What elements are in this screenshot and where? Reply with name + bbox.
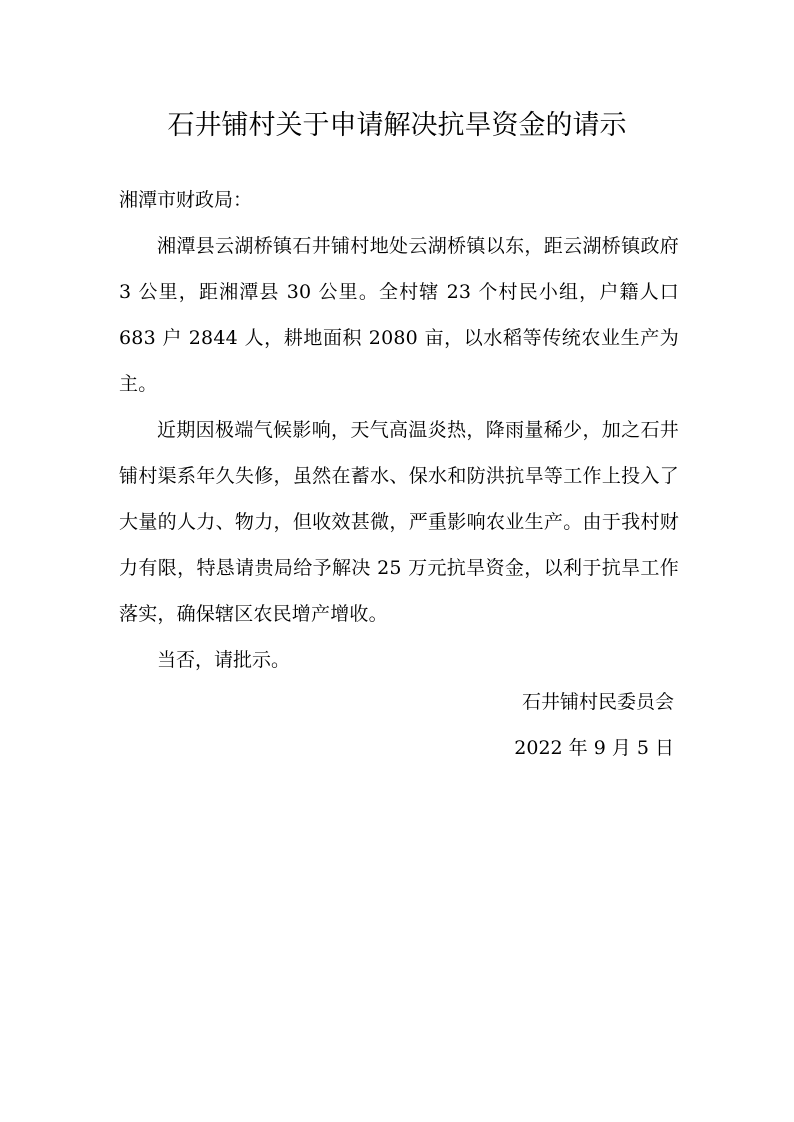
closing-request: 当否，请批示。 xyxy=(157,649,291,671)
signature-block xyxy=(514,679,674,771)
signature-organization: 石井铺村民委员会 xyxy=(521,691,674,713)
salutation: 湘潭市财政局： xyxy=(119,189,253,211)
paragraph-village-overview: 湘潭县云湖桥镇石井铺村地处云湖桥镇以东，距云湖桥镇政府 3 公里，距湘潭县 30 公里。全村辖 23 个村民小组，户籍人口 683 户 2844 人，耕地面积 2080 亩，以水稻等传统农业生产为主。 xyxy=(119,235,679,395)
paragraph-funding-request: 近期因极端气候影响，天气高温炎热，降雨量稀少，加之石井铺村渠系年久失修，虽然在蓄水、保水和防洪抗旱等工作上投入了大量的人力、物力，但收效甚微，严重影响农业生产。由于我村财力有限，特恳请贵局给予解决 25 万元抗旱资金，以利于抗旱工作落实，确保辖区农民增产增收。 xyxy=(119,419,679,625)
document-title: 石井铺村关于申请解决抗旱资金的请示 xyxy=(167,110,627,141)
document-body xyxy=(119,177,679,683)
signature-date: 2022 年 9 月 5 日 xyxy=(514,737,674,759)
